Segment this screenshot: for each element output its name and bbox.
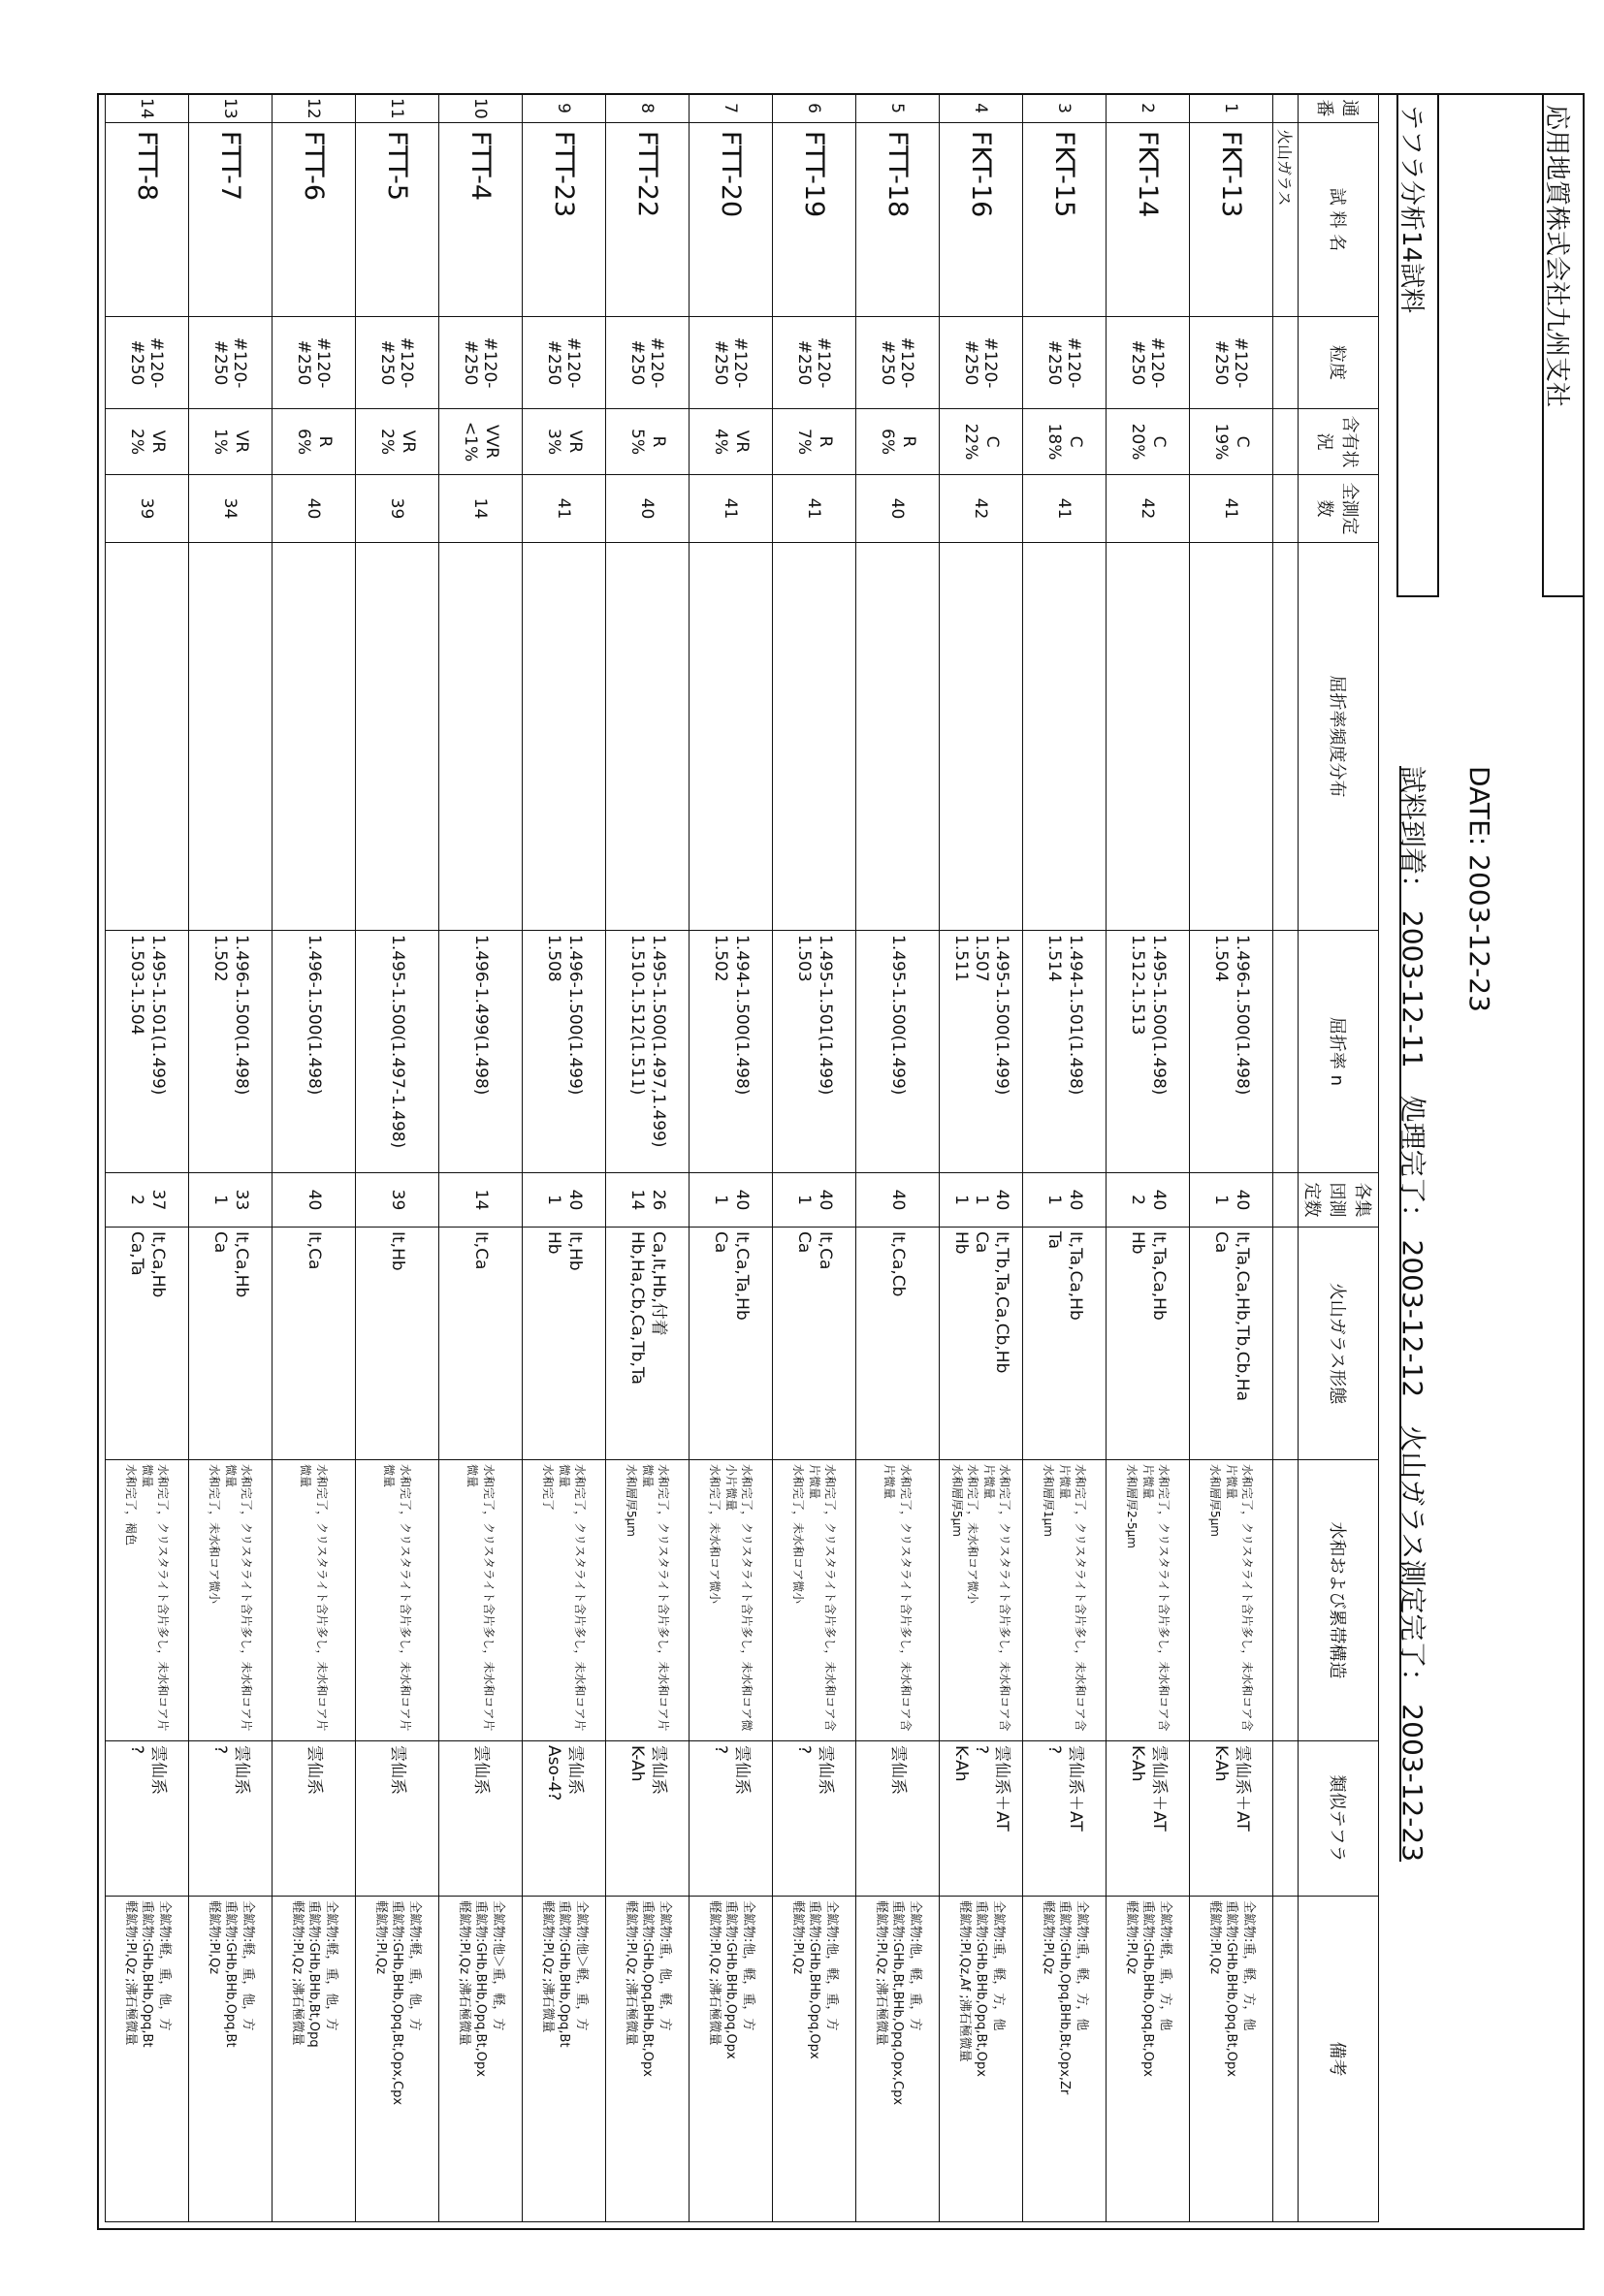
refractive-index: 1.496-1.500(1.498) 1.502 <box>189 931 273 1173</box>
sample-name: FTT-7 <box>189 123 273 317</box>
glass-shape: It,Ca Ca <box>773 1228 856 1460</box>
row-number: 6 <box>773 94 856 123</box>
remarks: 全鉱物:軽，重，他，方 重鉱物:GHb,BHb,Bt,Opq 軽鉱物:Pl,Qz ;沸石極微量 <box>273 1897 356 2222</box>
row-number: 1 <box>1190 94 1273 123</box>
table-row <box>1190 94 1273 2222</box>
similar-tephra: 雲仙系 ? <box>106 1741 189 1897</box>
histogram-cell <box>1023 543 1107 931</box>
subtitle: テフラ分析14試料 <box>1396 93 1439 597</box>
content-status: VR 1% <box>189 409 273 475</box>
histogram-cell <box>606 543 690 931</box>
remarks: 全鉱物:他＞重，軽，方 重鉱物:GHb,BHb,Opq,Bt,Opx 軽鉱物:Pl,Qz ;沸石極微量 <box>439 1897 523 2222</box>
sample-name: FTT-4 <box>439 123 523 317</box>
histogram-cell <box>356 543 439 931</box>
grain-size: #120-#250 <box>356 317 439 409</box>
grain-size: #120-#250 <box>106 317 189 409</box>
col-refr: 屈折率 n <box>1299 931 1379 1173</box>
glass-shape: It,Ta,Ca,Hb Ta <box>1023 1228 1107 1460</box>
histogram-cell <box>690 543 773 931</box>
hydration-note: 水和完了，クリスタライト含片多し，未水和コア含片微量 水和層厚5μm <box>1190 1460 1273 1741</box>
remarks: 全鉱物:重，軽，方，他 重鉱物:GHb,BHb,Opq,Bt,Opx 軽鉱物:Pl,Qz <box>1190 1897 1273 2222</box>
hydration-note: 水和完了，クリスタライト含片多し，未水和コア含片微量 水和層厚1μm <box>1023 1460 1107 1741</box>
histogram-cell <box>106 543 189 931</box>
col-hist: 屈折率頻度分布 <box>1299 543 1379 931</box>
total-count: 39 <box>106 475 189 543</box>
sample-name: FTT-8 <box>106 123 189 317</box>
similar-tephra: 雲仙系 <box>273 1741 356 1897</box>
similar-tephra: 雲仙系＋AT K-Ah <box>1107 1741 1190 1897</box>
table-row <box>356 94 439 2222</box>
remarks: 全鉱物:他，軽，重，方 重鉱物:GHb,BHb,Opq,Opx 軽鉱物:Pl,Qz <box>773 1897 856 2222</box>
remarks: 全鉱物:重，他，軽，方 重鉱物:GHb,Opq,BHb,Bt,Opx 軽鉱物:Pl,Qz ;沸石極微量 <box>606 1897 690 2222</box>
col-total: 全測定数 <box>1299 475 1379 543</box>
content-status: R 6% <box>273 409 356 475</box>
dates-line: 試料到着： 2003-12-11 処理完了： 2003-12-12 火山ガラス測定完了： 2003-12-23 <box>1396 766 1428 1863</box>
refractive-index: 1.494-1.500(1.498) 1.502 <box>690 931 773 1173</box>
histogram-cell <box>773 543 856 931</box>
glass-shape: It,Ca,Hb Ca,Ta <box>106 1228 189 1460</box>
similar-tephra: 雲仙系 <box>856 1741 940 1897</box>
similar-tephra: 雲仙系 <box>356 1741 439 1897</box>
table-row <box>773 94 856 2222</box>
group-count: 37 2 <box>106 1173 189 1228</box>
content-status: C 18% <box>1023 409 1107 475</box>
content-status: VR 2% <box>106 409 189 475</box>
content-status: C 19% <box>1190 409 1273 475</box>
table-row <box>1023 94 1107 2222</box>
remarks: 全鉱物:軽，重，他，方 重鉱物:GHb,BHb,Opq,Bt 軽鉱物:Pl,Qz <box>189 1897 273 2222</box>
refractive-index: 1.495-1.500(1.497-1.498) <box>356 931 439 1173</box>
total-count: 40 <box>856 475 940 543</box>
glass-shape: It,Ca,Hb Ca <box>189 1228 273 1460</box>
total-count: 14 <box>439 475 523 543</box>
total-count: 40 <box>273 475 356 543</box>
hydration-note: 水和完了，クリスタライト含片多し，未水和コア含片微量 水和完了，未水和コア微小 水和層厚5μm <box>940 1460 1023 1741</box>
group-count: 14 <box>439 1173 523 1228</box>
glass-shape: It,Ca <box>273 1228 356 1460</box>
col-hydration: 水和および累帯構造 <box>1299 1460 1379 1741</box>
group-count: 40 <box>273 1173 356 1228</box>
group-count: 40 1 <box>773 1173 856 1228</box>
remarks: 全鉱物:軽，重，他，方 重鉱物:GHb,BHb,Opq,Bt,Opx,Cpx 軽鉱物:Pl,Qz <box>356 1897 439 2222</box>
col-remarks: 備考 <box>1299 1897 1379 2222</box>
group-count: 40 1 <box>523 1173 606 1228</box>
grain-size: #120-#250 <box>523 317 606 409</box>
tephra-table <box>105 93 1379 2222</box>
total-count: 41 <box>1190 475 1273 543</box>
table-row <box>273 94 356 2222</box>
sample-name: FKT-14 <box>1107 123 1190 317</box>
total-count: 34 <box>189 475 273 543</box>
hydration-note: 水和完了，クリスタライト含片多し，未水和コア片微量 水和完了，褐色 <box>106 1460 189 1741</box>
group-count: 40 1 1 <box>940 1173 1023 1228</box>
glass-shape: It,Ca <box>439 1228 523 1460</box>
similar-tephra: 雲仙系 ? <box>189 1741 273 1897</box>
hydration-note: 水和完了，クリスタライト含片多し，未水和コア含片微量 <box>856 1460 940 1741</box>
grain-size: #120-#250 <box>1190 317 1273 409</box>
row-number: 4 <box>940 94 1023 123</box>
content-status: VR 2% <box>356 409 439 475</box>
grain-size: #120-#250 <box>189 317 273 409</box>
total-count: 41 <box>1023 475 1107 543</box>
refractive-index: 1.495-1.501(1.499) 1.503 <box>773 931 856 1173</box>
group-count: 26 14 <box>606 1173 690 1228</box>
grain-size: #120-#250 <box>856 317 940 409</box>
table-row <box>106 94 189 2222</box>
group-count: 39 <box>356 1173 439 1228</box>
table-row <box>189 94 273 2222</box>
row-number: 13 <box>189 94 273 123</box>
total-count: 42 <box>940 475 1023 543</box>
row-number: 3 <box>1023 94 1107 123</box>
table-row <box>1107 94 1190 2222</box>
group-count: 40 1 <box>1190 1173 1273 1228</box>
table-row <box>439 94 523 2222</box>
refractive-index: 1.495-1.500(1.499) <box>856 931 940 1173</box>
hydration-note: 水和完了，クリスタライト含片多し，未水和コア片微量 <box>273 1460 356 1741</box>
content-status: R 5% <box>606 409 690 475</box>
similar-tephra: 雲仙系＋AT K-Ah <box>1190 1741 1273 1897</box>
group-count: 40 2 <box>1107 1173 1190 1228</box>
group-count: 40 1 <box>690 1173 773 1228</box>
sample-name: FTT-20 <box>690 123 773 317</box>
grain-size: #120-#250 <box>439 317 523 409</box>
similar-tephra: 雲仙系＋AT ? <box>1023 1741 1107 1897</box>
total-count: 41 <box>773 475 856 543</box>
similar-tephra: 雲仙系 Aso-4? <box>523 1741 606 1897</box>
table-row <box>690 94 773 2222</box>
hydration-note: 水和完了，クリスタライト含片多し，未水和コア微小片微量 水和完了，未水和コア微小 <box>690 1460 773 1741</box>
row-number: 12 <box>273 94 356 123</box>
refractive-index: 1.496-1.499(1.498) <box>439 931 523 1173</box>
col-similar: 類似テフラ <box>1299 1741 1379 1897</box>
refractive-index: 1.496-1.500(1.498) 1.504 <box>1190 931 1273 1173</box>
col-name: 試 料 名 <box>1299 123 1379 317</box>
hydration-note: 水和完了，クリスタライト含片多し，未水和コア片微量 水和完了，未水和コア微小 <box>189 1460 273 1741</box>
sample-name: FTT-19 <box>773 123 856 317</box>
refractive-index: 1.495-1.501(1.499) 1.503-1.504 <box>106 931 189 1173</box>
glass-shape: It,Ca,Cb <box>856 1228 940 1460</box>
hydration-note: 水和完了，クリスタライト含片多し，未水和コア片微量 水和完了 <box>523 1460 606 1741</box>
group-count: 40 <box>856 1173 940 1228</box>
company-title: 応用地質株式会社九州支社 <box>1542 93 1585 597</box>
histogram-cell <box>856 543 940 931</box>
group-count: 33 1 <box>189 1173 273 1228</box>
table-row <box>606 94 690 2222</box>
total-count: 40 <box>606 475 690 543</box>
sample-name: FKT-16 <box>940 123 1023 317</box>
similar-tephra: 雲仙系 ? <box>690 1741 773 1897</box>
total-count: 41 <box>690 475 773 543</box>
grain-size: #120-#250 <box>606 317 690 409</box>
grain-size: #120-#250 <box>273 317 356 409</box>
hydration-note: 水和完了，クリスタライト含片多し，未水和コア片微量 <box>439 1460 523 1741</box>
grain-size: #120-#250 <box>773 317 856 409</box>
grain-size: #120-#250 <box>1107 317 1190 409</box>
remarks: 全鉱物:他＞軽，重，方 重鉱物:GHb,BHb,Opq,Bt 軽鉱物:Pl,Qz ;沸石微量 <box>523 1897 606 2222</box>
histogram-cell <box>1107 543 1190 931</box>
col-no: 通番 <box>1299 94 1379 123</box>
refractive-index: 1.495-1.500(1.498) 1.512-1.513 <box>1107 931 1190 1173</box>
refractive-index: 1.495-1.500(1.497,1.499) 1.510-1.512(1.511) <box>606 931 690 1173</box>
similar-tephra: 雲仙系＋AT ? K-Ah <box>940 1741 1023 1897</box>
group-count: 40 1 <box>1023 1173 1107 1228</box>
sample-name: FTT-5 <box>356 123 439 317</box>
total-count: 41 <box>523 475 606 543</box>
remarks: 全鉱物:軽，重，方，他 重鉱物:GHb,BHb,Opq,Bt,Opx 軽鉱物:Pl,Qz <box>1107 1897 1190 2222</box>
histogram-cell <box>189 543 273 931</box>
similar-tephra: 雲仙系 K-Ah <box>606 1741 690 1897</box>
similar-tephra: 雲仙系 <box>439 1741 523 1897</box>
refractive-index: 1.495-1.500(1.499) 1.507 1.511 <box>940 931 1023 1173</box>
histogram-cell <box>439 543 523 931</box>
sample-name: FKT-13 <box>1190 123 1273 317</box>
glass-shape: It,Hb Hb <box>523 1228 606 1460</box>
refractive-index: 1.494-1.501(1.498) 1.514 <box>1023 931 1107 1173</box>
col-group-count: 各集団測定数 <box>1299 1173 1379 1228</box>
sample-name: FTT-6 <box>273 123 356 317</box>
hydration-note: 水和完了，クリスタライト含片多し，未水和コア含片微量 水和完了，未水和コア微小 <box>773 1460 856 1741</box>
row-number: 14 <box>106 94 189 123</box>
histogram-cell <box>940 543 1023 931</box>
row-number: 10 <box>439 94 523 123</box>
glass-shape: It,Ta,Ca,Hb Hb <box>1107 1228 1190 1460</box>
content-status: C 20% <box>1107 409 1190 475</box>
remarks: 全鉱物:他，軽，重，方 重鉱物:GHb,BHb,Opq,Opx 軽鉱物:Pl,Qz ;沸石極微量 <box>690 1897 773 2222</box>
row-number: 11 <box>356 94 439 123</box>
remarks: 全鉱物:軽，重，他，方 重鉱物:GHb,BHb,Opq,Bt 軽鉱物:Pl,Qz ;沸石極微量 <box>106 1897 189 2222</box>
row-number: 5 <box>856 94 940 123</box>
glass-shape: It,Ta,Ca,Hb,Tb,Cb,Ha Ca <box>1190 1228 1273 1460</box>
sample-name: FTT-23 <box>523 123 606 317</box>
glass-shape: It,Ca,Ta,Hb Ca <box>690 1228 773 1460</box>
table-row <box>523 94 606 2222</box>
remarks: 全鉱物:重，軽，方，他 重鉱物:GHb,BHb,Opq,Bt,Opx 軽鉱物:Pl,Qz,Af ;沸石極微量 <box>940 1897 1023 2222</box>
sample-name: FTT-22 <box>606 123 690 317</box>
content-status: VR 4% <box>690 409 773 475</box>
remarks: 全鉱物:他，軽，重，方 重鉱物:GHb,Bt,BHb,Opq,Opx,Cpx 軽鉱物:Pl,Qz ;沸石極微量 <box>856 1897 940 2222</box>
content-status: C 22% <box>940 409 1023 475</box>
total-count: 42 <box>1107 475 1190 543</box>
header-row <box>1299 94 1379 2222</box>
histogram-cell <box>273 543 356 931</box>
group-label: 火山ガラス <box>1273 123 1299 317</box>
refractive-index: 1.496-1.500(1.499) 1.508 <box>523 931 606 1173</box>
doc-date: DATE: 2003-12-23 <box>1463 766 1495 1012</box>
content-status: R 7% <box>773 409 856 475</box>
grain-size: #120-#250 <box>1023 317 1107 409</box>
row-number: 8 <box>606 94 690 123</box>
sample-name: FKT-15 <box>1023 123 1107 317</box>
similar-tephra: 雲仙系 ? <box>773 1741 856 1897</box>
hydration-note: 水和完了，クリスタライト含片多し，未水和コア片微量 水和層厚5μm <box>606 1460 690 1741</box>
content-status: R 6% <box>856 409 940 475</box>
grain-size: #120-#250 <box>690 317 773 409</box>
grain-size: #120-#250 <box>940 317 1023 409</box>
hydration-note: 水和完了，クリスタライト含片多し，未水和コア含片微量 水和層厚2-5μm <box>1107 1460 1190 1741</box>
remarks: 全鉱物:重，軽，方，他 重鉱物:GHb,Opq,BHb,Bt,Opx,Zr 軽鉱物:Pl,Qz <box>1023 1897 1107 2222</box>
content-status: VVR <1% <box>439 409 523 475</box>
total-count: 39 <box>356 475 439 543</box>
sample-name: FTT-18 <box>856 123 940 317</box>
table-row <box>856 94 940 2222</box>
histogram-cell <box>1190 543 1273 931</box>
col-content: 含有状況 <box>1299 409 1379 475</box>
row-number: 9 <box>523 94 606 123</box>
row-number: 7 <box>690 94 773 123</box>
content-status: VR 3% <box>523 409 606 475</box>
glass-shape: Ca,It,Hb,付着 Hb,Ha,Cb,Ca,Tb,Ta <box>606 1228 690 1460</box>
refractive-index: 1.496-1.500(1.498) <box>273 931 356 1173</box>
glass-shape: It,Hb <box>356 1228 439 1460</box>
glass-shape: It,Tb,Ta,Ca,Cb,Hb Ca Hb <box>940 1228 1023 1460</box>
col-shape: 火山ガラス形態 <box>1299 1228 1379 1460</box>
col-grain: 粒度 <box>1299 317 1379 409</box>
histogram-cell <box>523 543 606 931</box>
group-row <box>1273 94 1299 2222</box>
table-row <box>940 94 1023 2222</box>
row-number: 2 <box>1107 94 1190 123</box>
hydration-note: 水和完了，クリスタライト含片多し，未水和コア片微量 <box>356 1460 439 1741</box>
